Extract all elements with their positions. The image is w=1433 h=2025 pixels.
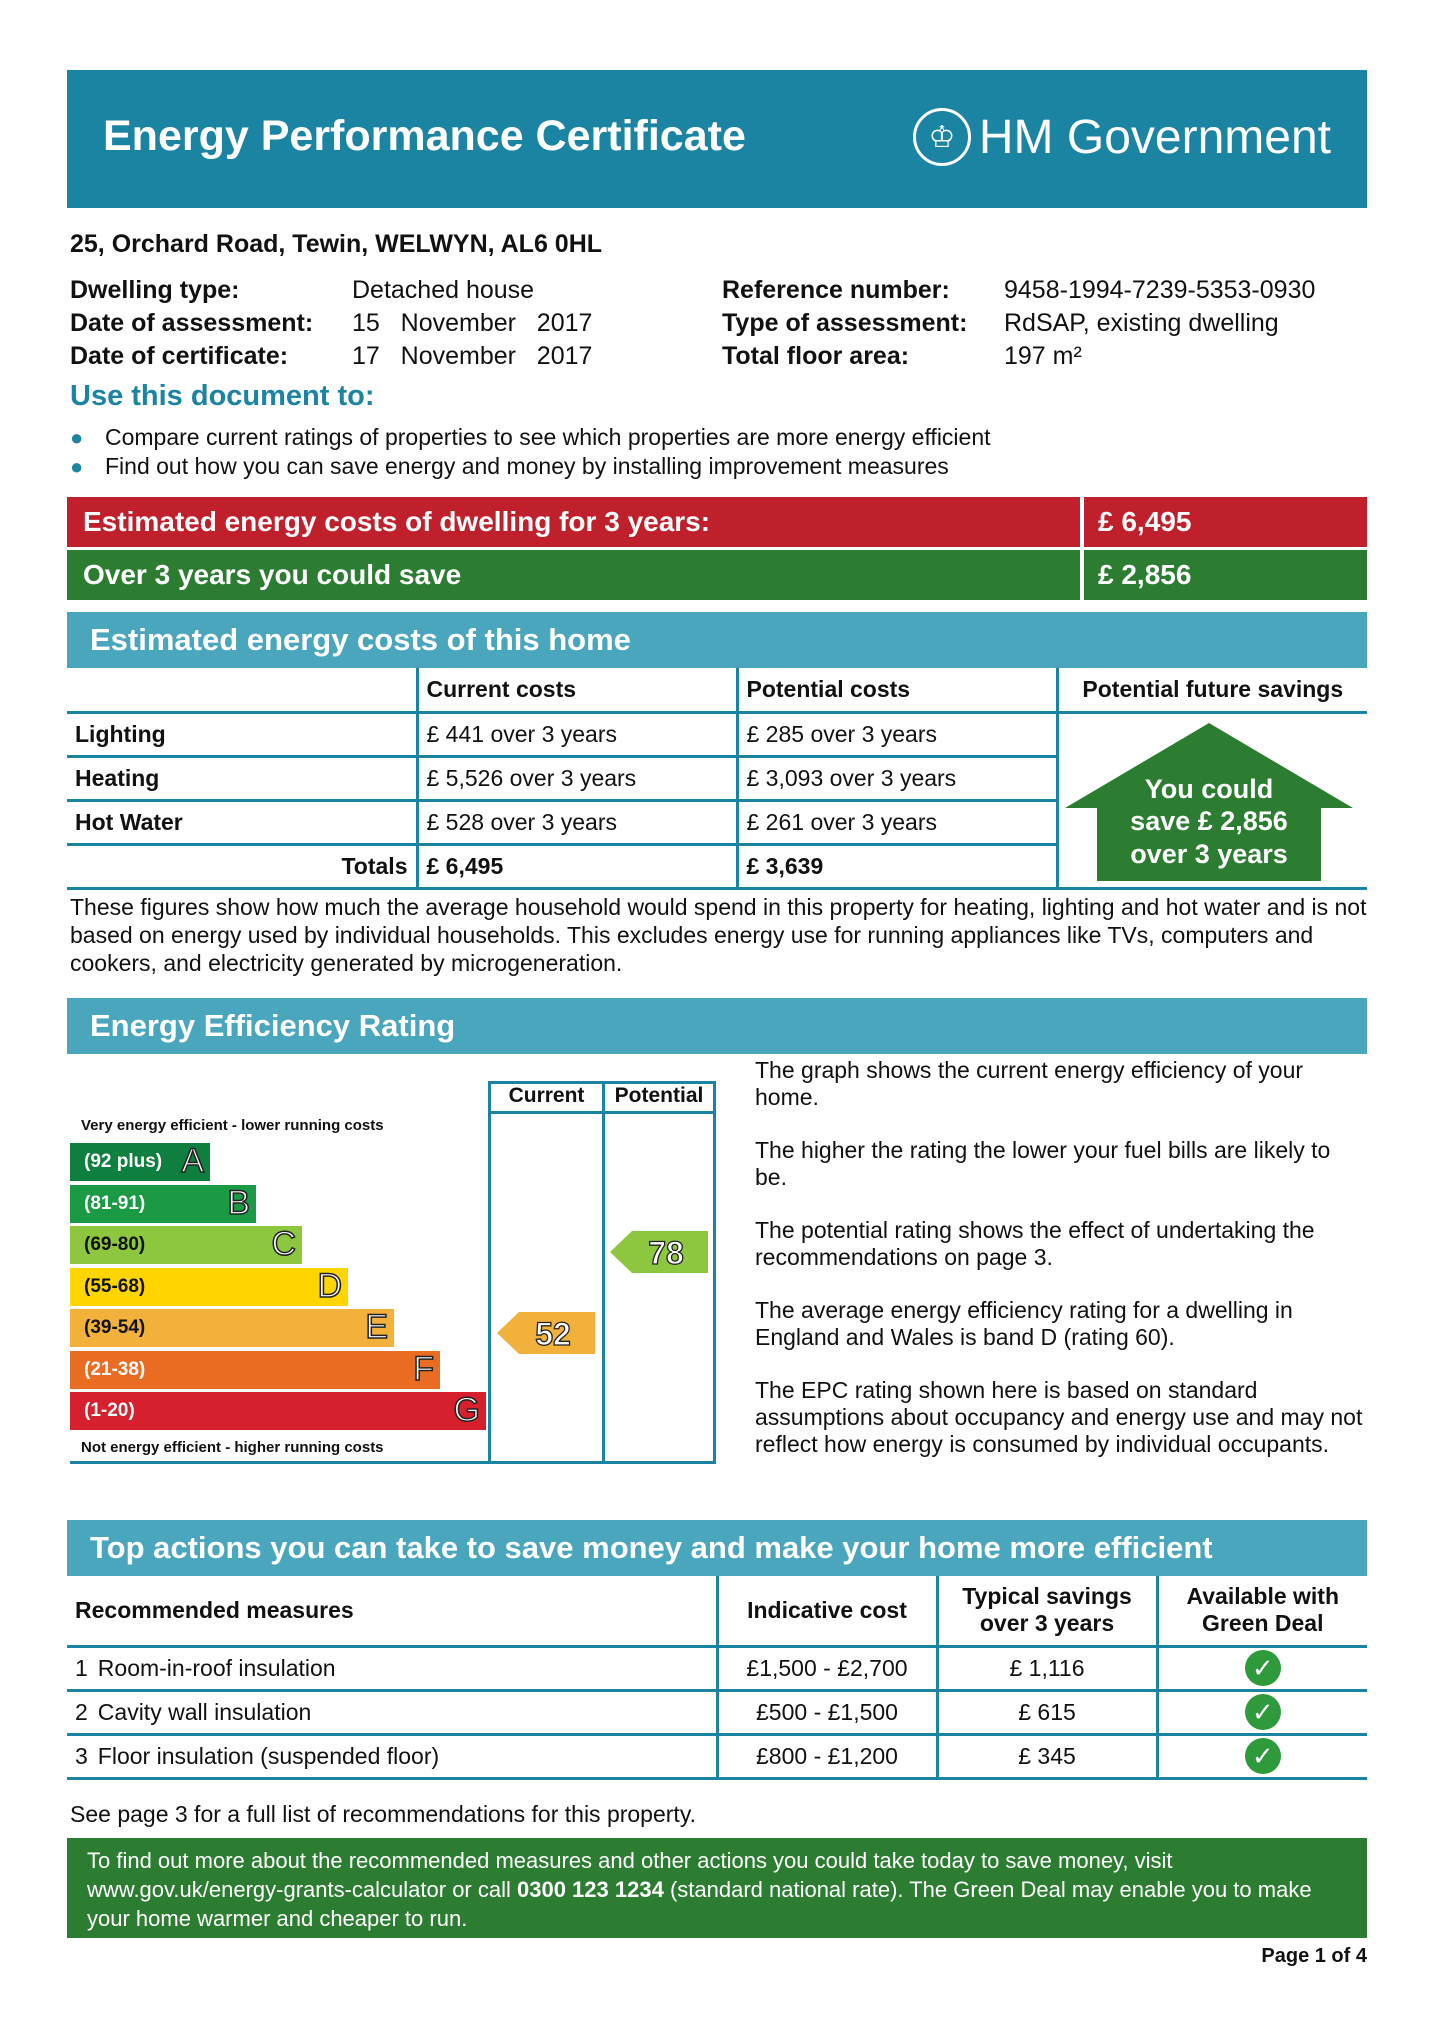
detail-row [70,274,535,307]
actions-table [67,1576,1367,1780]
rating-band-b [70,1185,256,1223]
detail-label: Reference number: [722,276,950,304]
band-range: (81-91) [84,1192,146,1214]
detail-row [722,274,1316,307]
rating-band-c [70,1226,302,1264]
green-deal-info: To find out more about the recommended measures and other actions you could take today to save money, visit www.gov.uk/energy-grants-calculator or call 0300 123 1234 (standard national rate). The Green Deal may enable you to make your home warmer and cheaper to run. [67,1838,1367,1938]
header-banner [67,70,1367,208]
measure-savings: £ 1,116 [937,1646,1157,1690]
estimated-cost-label: Estimated energy costs of dwelling for 3 years: [83,506,711,537]
band-letter: B [227,1183,250,1222]
section-heading-rating: Energy Efficiency Rating [67,998,1367,1054]
could-save-label: Over 3 years you could save [83,559,462,590]
measure-name: Floor insulation (suspended floor) [97,1742,440,1769]
band-range: (55-68) [84,1275,146,1297]
band-range: (21-38) [84,1358,146,1380]
green-deal-cell [1157,1734,1367,1778]
table-row: Lighting £ 441 over 3 years £ 285 over 3 years [67,712,1367,756]
band-letter: E [365,1308,388,1346]
col-future-savings: Potential future savings [1057,668,1367,712]
detail-row [722,307,1279,340]
measure-cost: £800 - £1,200 [717,1734,937,1778]
measure-number: 2 [75,1698,88,1725]
top-efficiency-label: Very energy efficient - lower running costs [81,1117,384,1134]
measure-savings: £ 615 [937,1690,1157,1734]
phone-number: 0300 123 1234 [517,1877,664,1902]
measure-cost: £1,500 - £2,700 [717,1646,937,1690]
use-heading: Use this document to: [70,380,375,412]
totals-row: Totals £ 6,495 £ 3,639 [67,844,1367,888]
col-current-rating: Current [508,1084,585,1107]
band-letter: A [181,1142,204,1180]
col-current-costs: Current costs [417,668,737,712]
measure-number: 1 [75,1654,88,1681]
detail-value: 15 November 2017 [352,309,593,337]
detail-row [70,307,593,340]
check-icon: ✓ [1245,1738,1281,1774]
bottom-efficiency-label: Not energy efficient - higher running costs [81,1439,384,1456]
detail-value: 17 November 2017 [352,342,593,370]
property-address: 25, Orchard Road, Tewin, WELWYN, AL6 0HL [70,230,603,258]
rating-band-a [70,1143,210,1181]
detail-label: Dwelling type: [70,276,240,304]
band-letter: F [413,1349,434,1388]
detail-label: Date of assessment: [70,309,314,337]
energy-rating-chart [67,1075,717,1465]
rating-band-d [70,1268,348,1306]
estimated-cost-value: £ 6,495 [1080,497,1367,547]
measure-cost: £500 - £1,500 [717,1690,937,1734]
col-indicative-cost: Indicative cost [717,1576,937,1646]
band-range: (92 plus) [84,1151,163,1172]
band-letter: G [453,1391,480,1429]
page-number: Page 1 of 4 [1261,1945,1367,1967]
current-rating-value: 52 [535,1316,571,1353]
check-icon: ✓ [1245,1694,1281,1730]
rating-band-e [70,1309,394,1347]
detail-value: Detached house [352,276,535,304]
could-save-bar [67,550,1367,600]
use-bullet: ● Compare current ratings of properties to see which properties are more energy efficient [70,424,991,450]
check-icon: ✓ [1245,1650,1281,1686]
detail-row [70,340,593,373]
table-row [67,1646,1367,1690]
savings-line-3: over 3 years [1130,839,1288,869]
detail-row [722,340,1082,373]
section-heading-costs: Estimated energy costs of this home [67,612,1367,668]
document-title: Energy Performance Certificate [103,112,746,160]
current-rating-arrow [497,1312,597,1354]
green-deal-cell [1157,1690,1367,1734]
table-row: Hot Water £ 528 over 3 years £ 261 over 3 years [67,800,1367,844]
savings-house-icon [1065,723,1353,881]
band-range: (39-54) [84,1317,146,1338]
table-row: Heating £ 5,526 over 3 years £ 3,093 over 3 years [67,756,1367,800]
rating-band-g [70,1392,486,1430]
detail-value: RdSAP, existing dwelling [1004,309,1279,337]
table-row [67,1734,1367,1778]
potential-rating-value: 78 [648,1234,684,1271]
detail-value: 197 m² [1004,342,1082,370]
green-deal-cell [1157,1646,1367,1690]
detail-label: Type of assessment: [722,309,968,337]
col-green-deal: Available with Green Deal [1157,1576,1367,1646]
detail-label: Total floor area: [722,342,910,370]
col-typical-savings: Typical savings over 3 years [937,1576,1157,1646]
measure-name: Cavity wall insulation [97,1698,312,1725]
hm-government-text: HM Government [978,110,1331,164]
could-save-value: £ 2,856 [1080,550,1367,600]
estimated-cost-bar [67,497,1367,547]
see-page-note: See page 3 for a full list of recommendations for this property. [70,1801,696,1827]
band-range: (69-80) [84,1234,146,1255]
detail-label: Date of certificate: [70,342,289,370]
measure-savings: £ 345 [937,1734,1157,1778]
use-bullet: ● Find out how you can save energy and money by installing improvement measures [70,453,949,479]
band-letter: C [271,1225,296,1263]
measure-number: 3 [75,1742,88,1769]
section-heading-actions: Top actions you can take to save money and make your home more efficient [67,1520,1367,1576]
details-right [722,274,1316,373]
rating-band-f [70,1351,440,1389]
col-potential-rating: Potential [614,1084,704,1107]
band-range: (1-20) [84,1400,135,1421]
rating-explanation: The graph shows the current energy efficiency of your home. The higher the rating the lower your fuel bills are likely to be. The potential rating shows the effect of undertaking the recommendations on page 3. The average energy efficiency rating for a dwelling in England and Wales is band D (rating 60). The EPC rating shown here is based on standard assumptions about occupancy and energy use and may not reflect how energy is consumed by individual occupants. [755,1057,1363,1457]
table-row [67,1690,1367,1734]
royal-crest-icon: ♔ [913,108,971,166]
col-recommended-measures: Recommended measures [67,1576,717,1646]
detail-value: 9458-1994-7239-5353-0930 [1004,276,1316,304]
savings-line-2: save £ 2,856 [1130,806,1288,836]
details-left [70,274,593,373]
potential-rating-arrow [610,1231,710,1273]
hm-government-logo [913,108,1331,166]
savings-line-1: You could [1144,774,1274,804]
measure-name: Room-in-roof insulation [97,1654,336,1681]
band-letter: D [317,1266,342,1305]
col-potential-costs: Potential costs [737,668,1057,712]
costs-note: These figures show how much the average household would spend in this property for heating, lighting and hot water and is not based on energy used by individual households. This excludes energy use for running appliances like TVs, computers and cookers, and electricity generated by microgeneration. [70,894,1367,976]
